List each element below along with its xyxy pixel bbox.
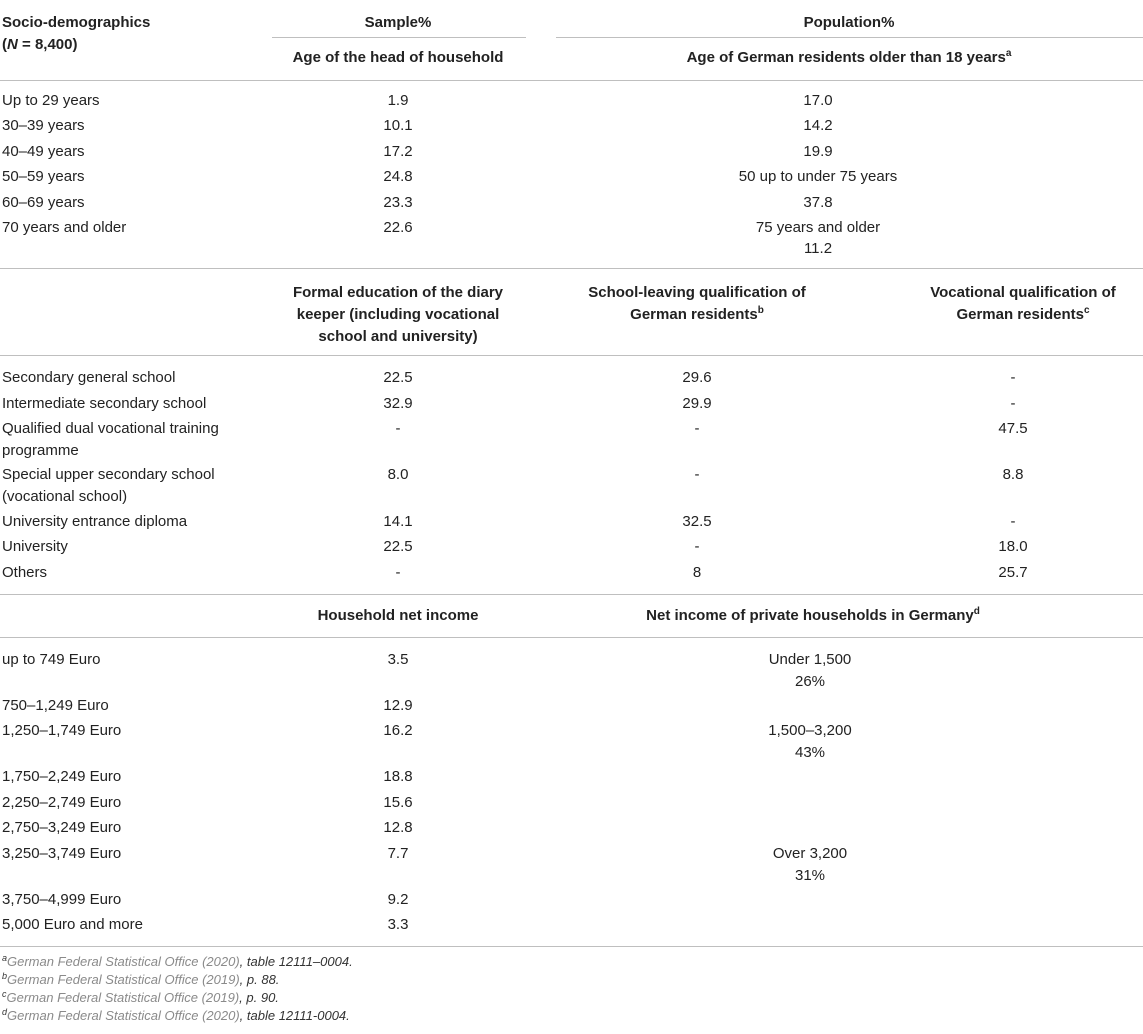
footnote-source-link[interactable]: German Federal Statistical Office (2020)	[7, 1008, 240, 1023]
header-n: N	[7, 36, 18, 53]
row-population: 50 up to under 75 years	[738, 168, 898, 185]
row-label-cont: (vocational school)	[2, 488, 128, 505]
header-population: Population%	[803, 14, 895, 31]
income-pop-value: 31%	[794, 867, 826, 884]
footnote-detail: , table 12111–0004.	[239, 954, 353, 969]
row-population: 14.2	[803, 117, 833, 134]
footnote-source-link[interactable]: German Federal Statistical Office (2020)	[7, 954, 240, 969]
row-label: 5,000 Euro and more	[2, 916, 143, 933]
row-sample: 1.9	[387, 92, 409, 109]
row-label: up to 749 Euro	[2, 651, 101, 668]
row-population-extra: 11.2	[803, 240, 833, 257]
row-label: Secondary general school	[2, 369, 176, 386]
income-pop-label: Over 3,200	[772, 845, 848, 862]
row-sample: 18.8	[383, 768, 413, 785]
row-vocational: -	[1010, 513, 1016, 530]
row-vocational: -	[1010, 395, 1016, 412]
row-sample: 22.6	[383, 219, 413, 236]
footnote-mark: b	[2, 971, 8, 981]
footnote-a	[2, 954, 353, 970]
header-sample-rule	[272, 37, 526, 38]
row-label: Intermediate secondary school	[2, 395, 207, 412]
row-school: 32.5	[682, 513, 712, 530]
section-divider	[0, 637, 1143, 638]
row-label: 2,250–2,749 Euro	[2, 794, 122, 811]
header-socio-demographics: Socio-demographics	[2, 14, 151, 31]
education-vocational-header-l2	[956, 304, 1089, 326]
row-sample: 24.8	[383, 168, 413, 185]
income-sample-header: Household net income	[317, 607, 479, 624]
row-sample: 17.2	[383, 143, 413, 160]
row-label: University entrance diploma	[2, 513, 188, 530]
row-label: Qualified dual vocational training	[2, 420, 219, 437]
footnote-mark-b: b	[757, 305, 764, 316]
section-divider	[0, 80, 1143, 81]
row-population: 19.9	[803, 143, 833, 160]
row-sample: -	[395, 420, 401, 437]
education-school-header-l1: School-leaving qualification of	[588, 284, 806, 301]
row-sample: 15.6	[383, 794, 413, 811]
income-pop-label: Under 1,500	[768, 651, 852, 668]
row-label: 30–39 years	[2, 117, 85, 134]
row-label: University	[2, 538, 68, 555]
income-pop-label: 1,500–3,200	[768, 722, 852, 739]
row-sample: 9.2	[387, 891, 409, 908]
row-population: 75 years and older	[755, 219, 881, 236]
row-vocational: 47.5	[998, 420, 1028, 437]
row-label: 2,750–3,249 Euro	[2, 819, 122, 836]
row-label: 70 years and older	[2, 219, 127, 236]
row-label: Up to 29 years	[2, 92, 100, 109]
section-divider	[0, 594, 1143, 595]
header-paren: (	[2, 36, 7, 53]
row-school: -	[694, 420, 700, 437]
row-vocational: 8.8	[1002, 466, 1024, 483]
income-pop-value: 26%	[794, 673, 826, 690]
education-sample-header-l2: keeper (including vocational	[296, 306, 500, 323]
row-sample: 22.5	[383, 369, 413, 386]
row-label: 60–69 years	[2, 194, 85, 211]
footnote-source-link[interactable]: German Federal Statistical Office (2019)	[7, 972, 240, 987]
row-label: Special upper secondary school	[2, 466, 215, 483]
row-label: 3,250–3,749 Euro	[2, 845, 122, 862]
row-label: 40–49 years	[2, 143, 85, 160]
footnote-mark-d: d	[973, 606, 980, 617]
row-sample: 23.3	[383, 194, 413, 211]
education-sample-header-l1: Formal education of the diary	[292, 284, 504, 301]
row-sample: 3.5	[387, 651, 409, 668]
row-sample: 3.3	[387, 916, 409, 933]
footnote-detail: , p. 88.	[239, 972, 280, 987]
education-school-header-l2	[630, 304, 764, 326]
row-label: 750–1,249 Euro	[2, 697, 109, 714]
header-population-rule	[556, 37, 1143, 38]
row-vocational: 25.7	[998, 564, 1028, 581]
footnote-mark-c: c	[1084, 305, 1090, 316]
education-sample-header-l3: school and university)	[318, 328, 478, 345]
section-divider	[0, 268, 1143, 269]
age-population-subheader	[687, 47, 1012, 69]
row-sample: 7.7	[387, 845, 409, 862]
row-sample: 14.1	[383, 513, 413, 530]
footnote-detail: , p. 90.	[239, 990, 279, 1005]
row-label: 3,750–4,999 Euro	[2, 891, 122, 908]
row-sample: 12.8	[383, 819, 413, 836]
row-school: -	[694, 538, 700, 555]
row-school: 29.6	[682, 369, 712, 386]
footnote-detail: , table 12111-0004.	[239, 1008, 350, 1023]
row-label: 1,750–2,249 Euro	[2, 768, 122, 785]
footnote-c	[2, 990, 279, 1006]
row-vocational: 18.0	[998, 538, 1028, 555]
header-n-value: = 8,400)	[17, 36, 78, 53]
row-school: -	[694, 466, 700, 483]
footnote-mark-a: a	[1005, 48, 1012, 59]
income-population-header-text: Net income of private households in Germany	[646, 607, 974, 624]
footnote-mark: d	[2, 1007, 8, 1017]
row-sample: 10.1	[383, 117, 413, 134]
age-sample-subheader: Age of the head of household	[292, 49, 504, 66]
income-population-header	[646, 605, 980, 627]
row-sample: 12.9	[383, 697, 413, 714]
row-sample: -	[395, 564, 401, 581]
education-vocational-header-text: German residents	[956, 306, 1084, 323]
footnote-source-link[interactable]: German Federal Statistical Office (2019)	[6, 990, 240, 1005]
age-population-subheader-text: Age of German residents older than 18 years	[686, 49, 1006, 66]
footnote-mark: c	[2, 989, 7, 999]
row-sample: 32.9	[383, 395, 413, 412]
row-population: 37.8	[803, 194, 833, 211]
footnote-b	[2, 972, 279, 988]
education-school-header-text: German residents	[630, 306, 758, 323]
footnote-mark: a	[2, 953, 8, 963]
education-vocational-header-l1: Vocational qualification of	[930, 284, 1116, 301]
row-label: Others	[2, 564, 48, 581]
row-label: 1,250–1,749 Euro	[2, 722, 122, 739]
row-label: 50–59 years	[2, 168, 85, 185]
row-sample: 22.5	[383, 538, 413, 555]
row-school: 8	[692, 564, 702, 581]
row-vocational: -	[1010, 369, 1016, 386]
income-pop-value: 43%	[794, 744, 826, 761]
row-label-cont: programme	[2, 442, 79, 459]
header-sample-size	[2, 34, 77, 56]
row-school: 29.9	[682, 395, 712, 412]
section-divider	[0, 355, 1143, 356]
table-bottom-rule	[0, 946, 1143, 947]
header-sample: Sample%	[364, 14, 432, 31]
footnote-d	[2, 1008, 350, 1024]
row-sample: 8.0	[387, 466, 409, 483]
row-population: 17.0	[803, 92, 833, 109]
row-sample: 16.2	[383, 722, 413, 739]
